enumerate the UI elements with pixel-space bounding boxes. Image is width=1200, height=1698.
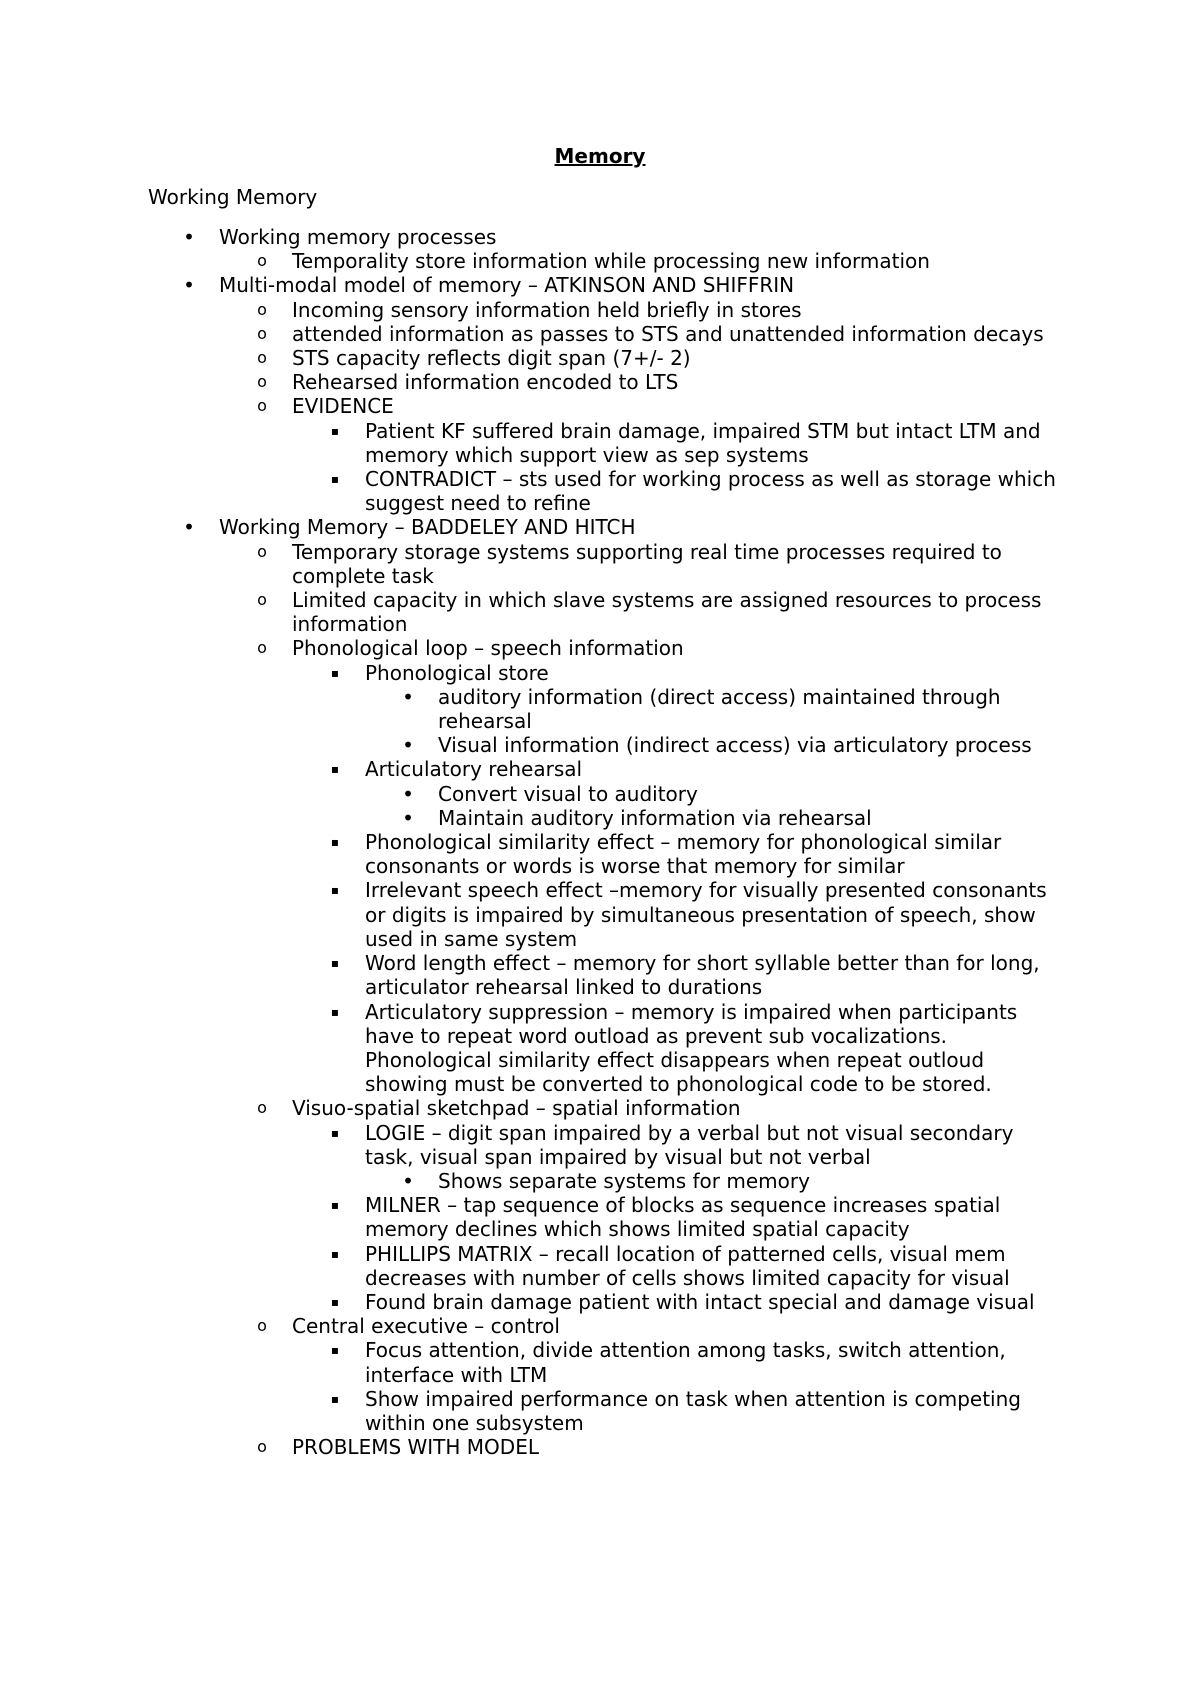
outline-item <box>257 1435 1062 1460</box>
section-heading: Working Memory <box>148 185 318 209</box>
outline-item <box>330 467 1065 516</box>
bullet-marker: • <box>183 225 195 249</box>
bullet-marker: o <box>257 638 267 658</box>
outline-item-text: attended information as passes to STS and unattended information decays <box>292 321 1044 346</box>
outline-item <box>330 999 1065 1097</box>
outline-item <box>257 370 1062 395</box>
outline-item-text: CONTRADICT – sts used for working process as well as storage which suggest need to refine <box>365 467 1056 516</box>
outline-item-text: Working memory processes <box>219 225 497 249</box>
outline-item <box>257 1096 1062 1121</box>
bullet-marker: ▪ <box>330 1125 340 1140</box>
bullet-marker: ▪ <box>330 1294 340 1309</box>
outline-item-text: auditory information (direct access) maintained through rehearsal <box>438 684 1001 734</box>
outline-item-text: Shows separate systems for memory <box>438 1168 810 1193</box>
bullet-marker: o <box>257 590 267 610</box>
outline-item-text: Focus attention, divide attention among tasks, switch attention, interface with LTM <box>365 1338 1006 1387</box>
outline-item <box>257 588 1062 637</box>
bullet-marker: o <box>257 1316 267 1336</box>
outline-item-text: PROBLEMS WITH MODEL <box>292 1435 539 1460</box>
bullet-marker: o <box>257 299 267 319</box>
bullet-marker: ▪ <box>330 665 340 680</box>
outline-item <box>257 539 1062 588</box>
outline-item-text: Visuo-spatial sketchpad – spatial information <box>292 1096 741 1121</box>
bullet-marker: ▪ <box>330 1343 340 1358</box>
bullet-marker: o <box>257 323 267 343</box>
outline-item <box>330 1386 1065 1435</box>
outline-item-text: Found brain damage patient with intact special and damage visual <box>365 1289 1035 1314</box>
outline-item <box>257 1314 1062 1339</box>
bullet-marker: ▪ <box>330 1004 340 1019</box>
outline-item <box>330 830 1065 879</box>
bullet-marker: ▪ <box>330 956 340 971</box>
outline-item <box>330 1289 1065 1314</box>
outline-item <box>257 394 1062 419</box>
outline-item <box>257 636 1062 661</box>
outline-item <box>330 660 1065 685</box>
outline-item-text: Temporary storage systems supporting real time processes required to complete task <box>292 539 1002 588</box>
outline-item-text: Phonological similarity effect – memory for phonological similar consonants or words is worse that memory for similar <box>365 830 1002 879</box>
outline-item-text: Patient KF suffered brain damage, impaired STM but intact LTM and memory which support view as sep systems <box>365 418 1041 467</box>
bullet-marker: ▪ <box>330 835 340 850</box>
bullet-marker: ▪ <box>330 1246 340 1261</box>
outline-item-text: Limited capacity in which slave systems are assigned resources to process information <box>292 588 1042 637</box>
bullet-marker: ▪ <box>330 472 340 487</box>
outline-item <box>330 1120 1065 1169</box>
bullet-marker: o <box>257 1437 267 1457</box>
outline-item <box>257 321 1062 346</box>
outline-item <box>330 1193 1065 1242</box>
bullet-marker: • <box>402 733 414 758</box>
outline-item-text: Phonological store <box>365 660 549 685</box>
bullet-marker: ▪ <box>330 1198 340 1213</box>
bullet-marker: • <box>402 805 414 830</box>
outline-item <box>330 878 1065 951</box>
outline-item-text: Incoming sensory information held briefly in stores <box>292 297 802 322</box>
outline-item <box>402 781 1068 806</box>
outline-item-text: Multi-modal model of memory – ATKINSON AND SHIFFRIN <box>219 273 795 298</box>
outline-item-text: Word length effect – memory for short syllable better than for long, articulator rehearsal linked to durations <box>365 951 1040 1000</box>
bullet-marker: o <box>257 396 267 416</box>
outline-item-text: Irrelevant speech effect –memory for visually presented consonants or digits is impaired by simultaneous presentation of speech, show used in same system <box>365 878 1047 951</box>
bullet-marker: • <box>402 781 414 806</box>
bullet-marker: • <box>402 684 414 709</box>
outline-item-text: MILNER – tap sequence of blocks as sequence increases spatial memory declines which shows limited spatial capacity <box>365 1193 1001 1242</box>
bullet-marker: o <box>257 251 267 271</box>
outline-item <box>402 1168 1068 1193</box>
outline-item-text: Temporality store information while processing new information <box>292 249 930 274</box>
outline-list <box>0 225 1200 1459</box>
bullet-marker: o <box>257 541 267 561</box>
bullet-marker: ▪ <box>330 1391 340 1406</box>
outline-item <box>183 273 1059 298</box>
bullet-marker: o <box>257 372 267 392</box>
outline-item-text: LOGIE – digit span impaired by a verbal but not visual secondary task, visual span impaired by visual but not verbal <box>365 1120 1014 1169</box>
outline-item <box>257 297 1062 322</box>
outline-item <box>330 1241 1065 1290</box>
outline-item <box>402 684 1068 734</box>
outline-item-text: Phonological loop – speech information <box>292 636 684 661</box>
outline-item <box>330 1338 1065 1387</box>
outline-item <box>257 249 1062 274</box>
outline-item <box>402 805 1068 830</box>
bullet-marker: • <box>183 515 195 540</box>
outline-item-text: Working Memory – BADDELEY AND HITCH <box>219 515 636 540</box>
outline-item-text: Visual information (indirect access) via articulatory process <box>438 733 1032 758</box>
outline-item-text: Convert visual to auditory <box>438 781 698 806</box>
outline-item <box>330 757 1065 782</box>
outline-item-text: Maintain auditory information via rehearsal <box>438 805 872 830</box>
bullet-marker: • <box>402 1168 414 1193</box>
bullet-marker: o <box>257 348 267 368</box>
outline-item <box>183 225 1059 249</box>
outline-item <box>257 346 1062 371</box>
outline-item-text: EVIDENCE <box>292 394 394 419</box>
bullet-marker: ▪ <box>330 883 340 898</box>
outline-item-text: Rehearsed information encoded to LTS <box>292 370 679 395</box>
page-title: Memory <box>554 144 646 168</box>
outline-item-text: Central executive – control <box>292 1314 560 1339</box>
bullet-marker: • <box>183 273 195 298</box>
outline-item-text: STS capacity reflects digit span (7+/- 2) <box>292 346 691 371</box>
outline-item-text: Articulatory rehearsal <box>365 757 583 782</box>
outline-item-text: Articulatory suppression – memory is impaired when participants have to repeat word outload as prevent sub vocalizations. Phonological similarity effect disappears when repeat outloud showing must be converted to phonological code to be stored. <box>365 999 1018 1097</box>
outline-item-text: Show impaired performance on task when attention is competing within one subsystem <box>365 1386 1021 1435</box>
bullet-marker: o <box>257 1098 267 1118</box>
outline-item <box>330 951 1065 1000</box>
outline-item <box>402 733 1068 758</box>
outline-item <box>330 418 1065 467</box>
bullet-marker: ▪ <box>330 762 340 777</box>
outline-item-text: PHILLIPS MATRIX – recall location of patterned cells, visual mem decreases with number of cells shows limited capacity for visual <box>365 1241 1010 1290</box>
bullet-marker: ▪ <box>330 423 340 438</box>
outline-item <box>183 515 1059 540</box>
